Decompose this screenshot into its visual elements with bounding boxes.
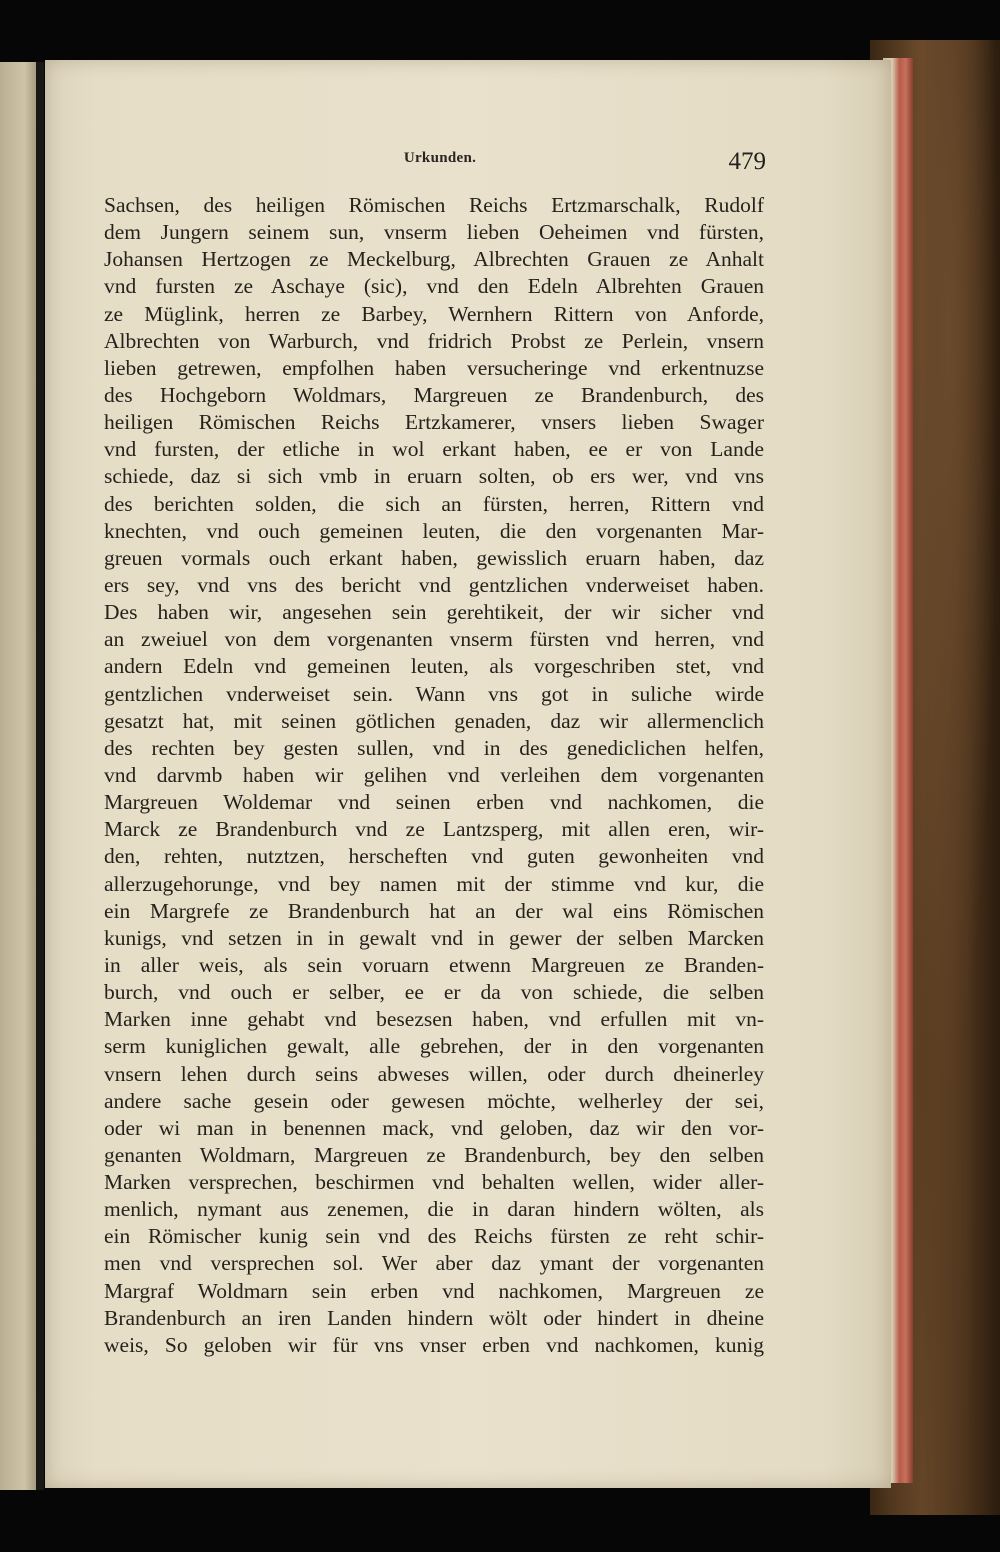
text-line: des rechten bey gesten sullen, vnd in des genediclichen helfen, bbox=[104, 735, 764, 760]
text-line: vnd darvmb haben wir gelihen vnd verleihen dem vorgenanten bbox=[104, 762, 764, 787]
text-line: ers sey, vnd vns des bericht vnd gentzlichen vnderweiset haben. bbox=[104, 572, 764, 597]
text-line: serm kuniglichen gewalt, alle gebrehen, der in den vorgenanten bbox=[104, 1034, 764, 1059]
page-number: 479 bbox=[728, 148, 766, 175]
text-line: burch, vnd ouch er selber, ee er da von schiede, die selben bbox=[104, 980, 764, 1005]
text-line: in aller weis, als sein voruarn etwenn Margreuen ze Branden- bbox=[104, 952, 764, 977]
running-head: Urkunden. bbox=[403, 150, 477, 166]
text-line: Albrechten von Warburch, vnd fridrich Probst ze Perlein, vnsern bbox=[104, 328, 764, 353]
gutter-shadow bbox=[36, 62, 44, 1490]
text-line: Margreuen Woldemar vnd seinen erben vnd nachkomen, die bbox=[104, 790, 764, 815]
text-line: Margraf Woldmarn sein erben vnd nachkomen, Margreuen ze bbox=[104, 1278, 764, 1303]
text-line: heiligen Römischen Reichs Ertzkamerer, vnsers lieben Swager bbox=[104, 410, 764, 435]
text-line: allerzugehorunge, vnd bey namen mit der stimme vnd kur, die bbox=[104, 871, 764, 896]
text-line: Marken inne gehabt vnd besezsen haben, vnd erfullen mit vn- bbox=[104, 1007, 764, 1032]
text-line: greuen vormals ouch erkant haben, gewisslich eruarn haben, daz bbox=[104, 545, 764, 570]
text-line: menlich, nymant aus zenemen, die in daran hindern wölten, als bbox=[104, 1197, 764, 1222]
text-line: andern Edeln vnd gemeinen leuten, als vorgeschriben stet, vnd bbox=[104, 654, 764, 679]
text-line: des Hochgeborn Woldmars, Margreuen ze Brandenburch, des bbox=[104, 382, 764, 407]
text-line: knechten, vnd ouch gemeinen leuten, die den vorgenanten Mar- bbox=[104, 518, 764, 543]
text-line: ein Margrefe ze Brandenburch hat an der wal eins Römischen bbox=[104, 898, 764, 923]
text-line: andere sache gesein oder gewesen möchte, welherley der sei, bbox=[104, 1088, 764, 1113]
text-line: oder wi man in benennen mack, vnd geloben, daz wir den vor- bbox=[104, 1115, 764, 1140]
text-line: den, rehten, nutztzen, herscheften vnd guten gewonheiten vnd bbox=[104, 844, 764, 869]
text-line: Marck ze Brandenburch vnd ze Lantzsperg, mit allen eren, wir- bbox=[104, 817, 764, 842]
text-line: kunigs, vnd setzen in in gewalt vnd in gewer der selben Marcken bbox=[104, 925, 764, 950]
text-line: ein Römischer kunig sein vnd des Reichs fürsten ze reht schir- bbox=[104, 1224, 764, 1249]
text-line: vnsern lehen durch seins abweses willen, oder durch dheinerley bbox=[104, 1061, 764, 1086]
text-line: ze Müglink, herren ze Barbey, Wernhern Rittern von Anforde, bbox=[104, 301, 764, 326]
text-line: Marken versprechen, beschirmen vnd behalten wellen, wider aller- bbox=[104, 1170, 764, 1195]
text-line: vnd fursten, der etliche in wol erkant haben, ee er von Lande bbox=[104, 437, 764, 462]
text-line: Sachsen, des heiligen Römischen Reichs Ertzmarschalk, Rudolf bbox=[104, 193, 764, 217]
text-line: schiede, daz si sich vmb in eruarn solten, ob ers wer, vnd vns bbox=[104, 464, 764, 489]
text-line: des berichten solden, die sich an fürsten, herren, Rittern vnd bbox=[104, 491, 764, 516]
text-line: Johansen Hertzogen ze Meckelburg, Albrechten Grauen ze Anhalt bbox=[104, 247, 764, 272]
text-line: Des haben wir, angesehen sein gerehtikeit, der wir sicher vnd bbox=[104, 600, 764, 625]
text-line: Brandenburch an iren Landen hindern wölt oder hindert in dheine bbox=[104, 1305, 764, 1330]
text-line: gentzlichen vnderweiset sein. Wann vns got in suliche wirde bbox=[104, 681, 764, 706]
text-line: weis, So geloben wir für vns vnser erben vnd nachkomen, kunig bbox=[104, 1332, 764, 1357]
text-line: men vnd versprechen sol. Wer aber daz ymant der vorgenanten bbox=[104, 1251, 764, 1276]
text-line: an zweiuel von dem vorgenanten vnserm fürsten vnd herren, vnd bbox=[104, 627, 764, 652]
text-line: vnd fursten ze Aschaye (sic), vnd den Edeln Albrehten Grauen bbox=[104, 274, 764, 299]
text-line: lieben getrewen, empfolhen haben versucheringe vnd erkentnuzse bbox=[104, 355, 764, 380]
body-text bbox=[104, 192, 764, 1359]
text-line: dem Jungern seinem sun, vnserm lieben Oeheimen vnd fürsten, bbox=[104, 220, 764, 245]
text-line: genanten Woldmarn, Margreuen ze Brandenburch, bey den selben bbox=[104, 1142, 764, 1167]
text-line: gesatzt hat, mit seinen götlichen genaden, daz wir allermenclich bbox=[104, 708, 764, 733]
